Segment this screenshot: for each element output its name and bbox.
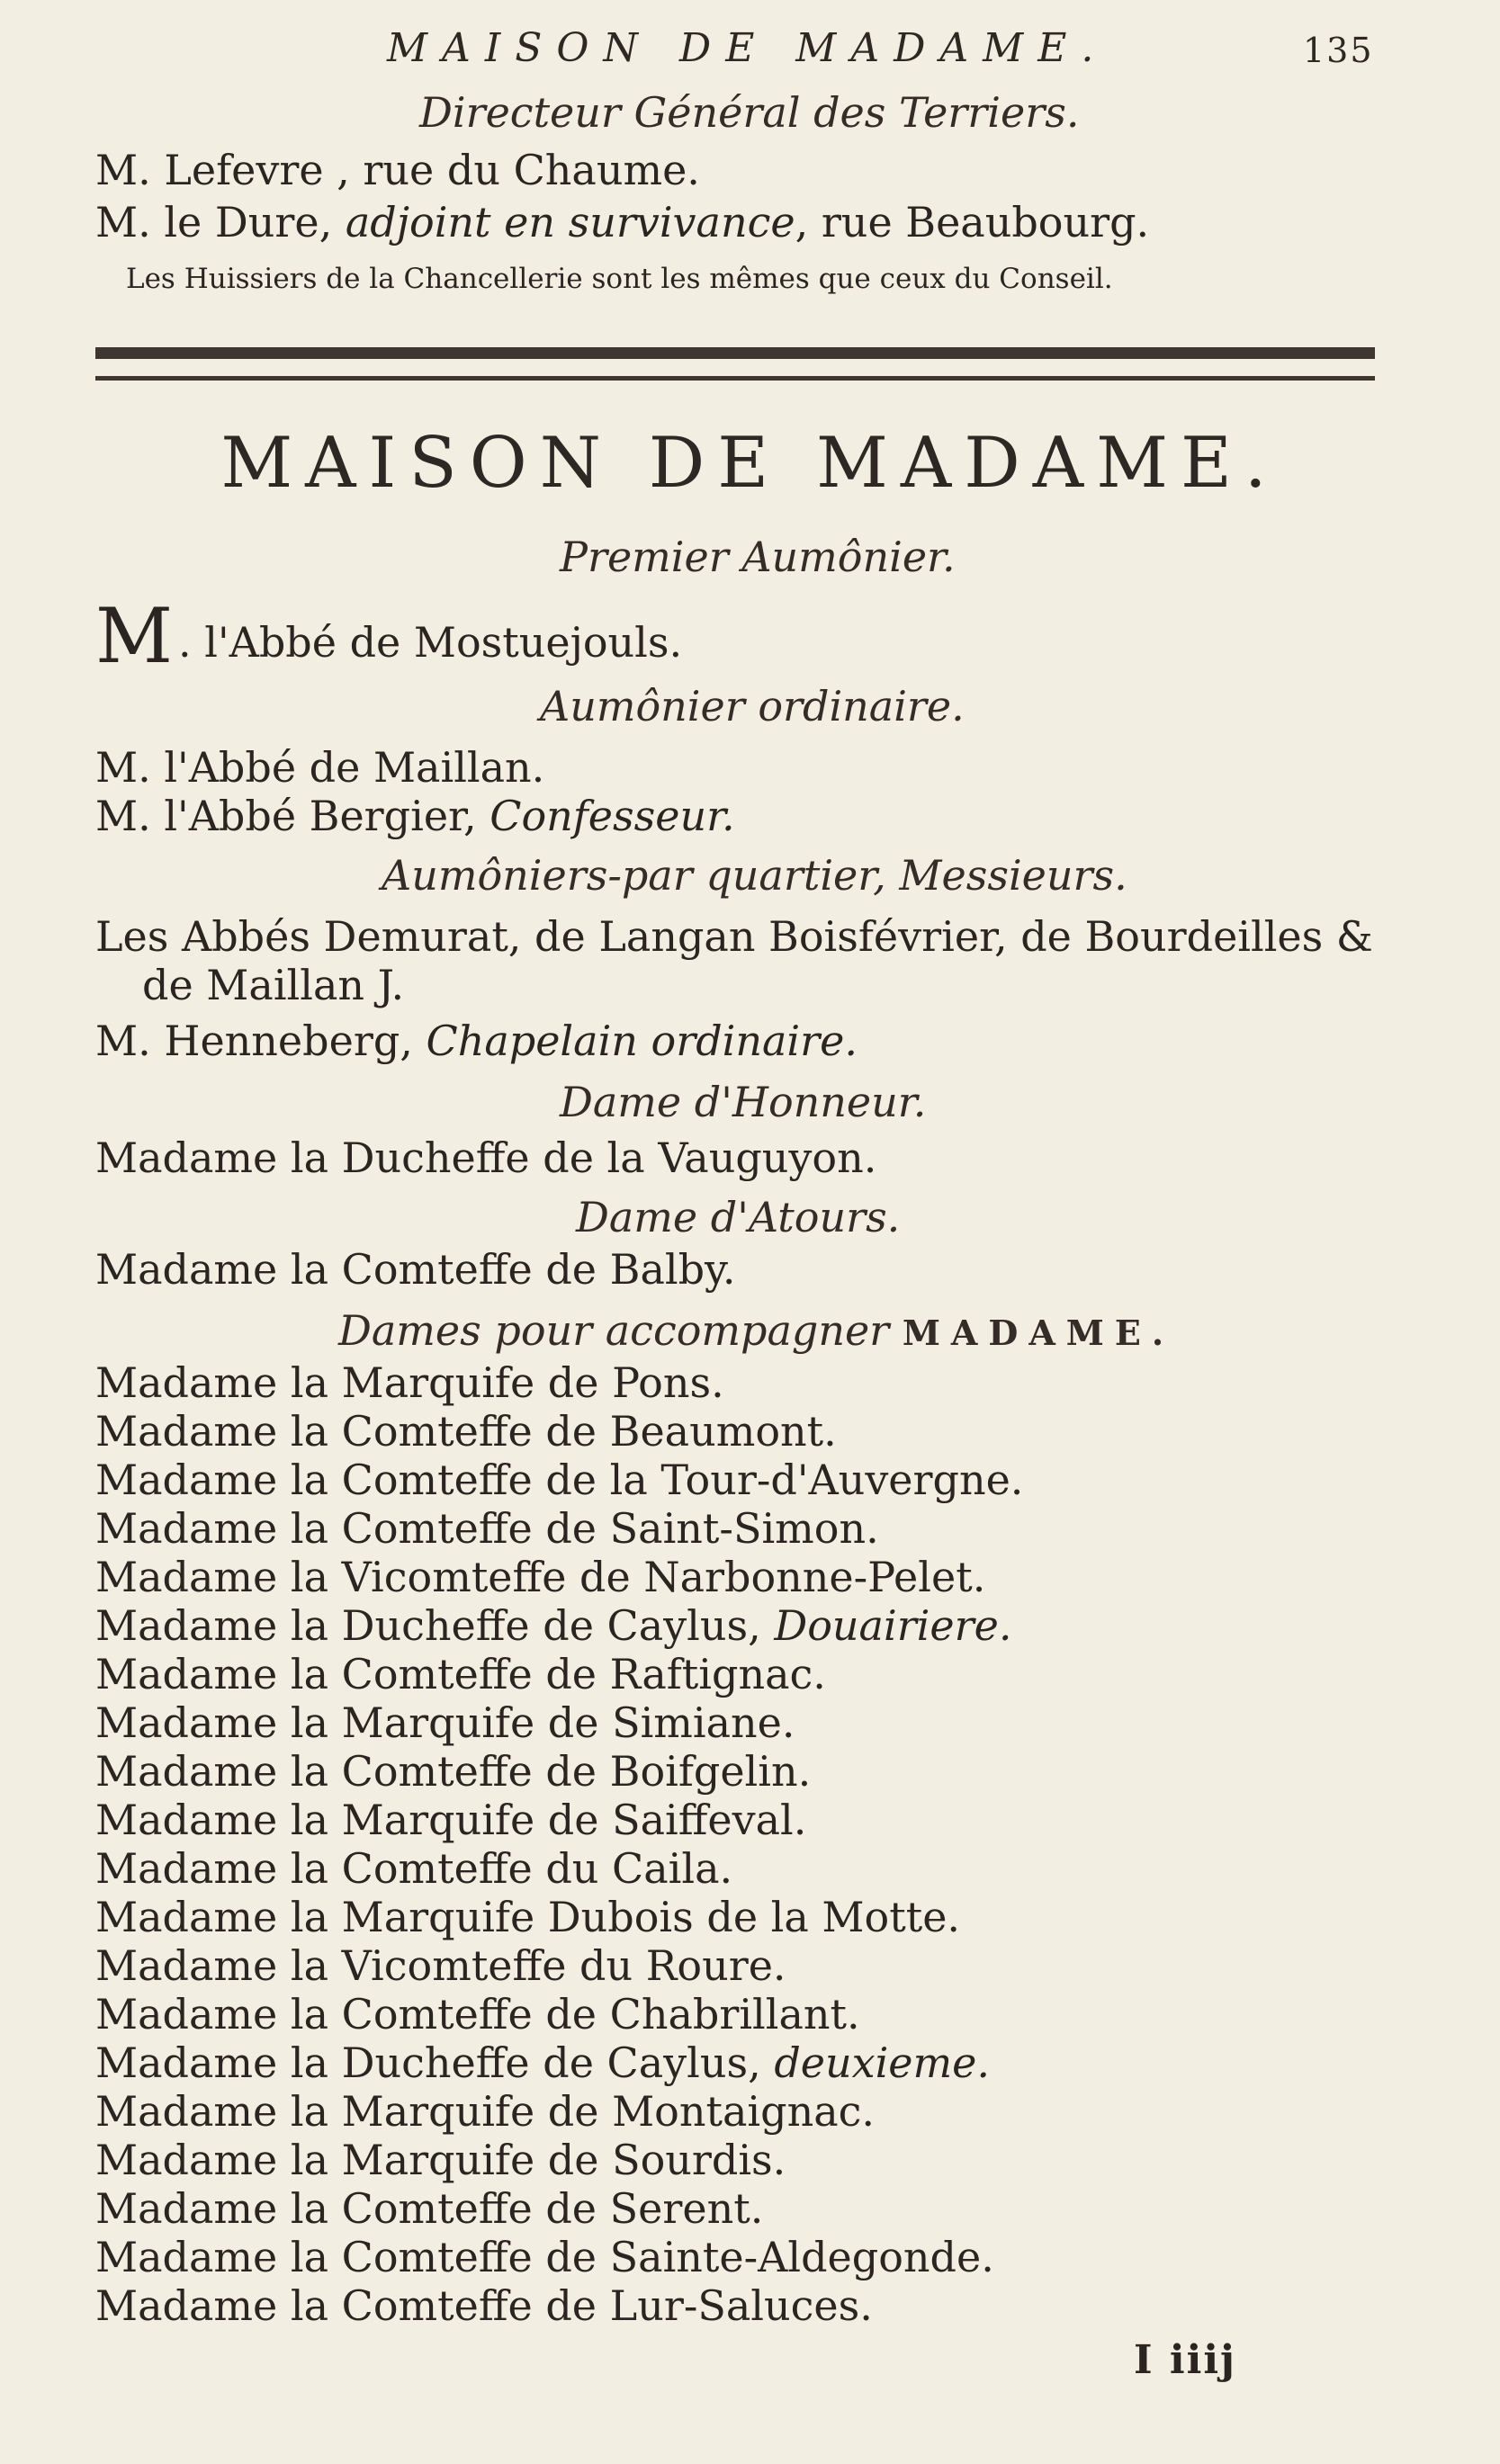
dame-entry: Madame la Marquife de Saiffeval. — [95, 1796, 807, 1844]
preamble-line-2: M. le Dure, adjoint en survivance, rue Beaubourg. — [95, 198, 1150, 246]
preamble-heading: Directeur Général des Terriers. — [419, 88, 1080, 137]
dame-entry: Madame la Marquife de Sourdis. — [95, 2136, 786, 2184]
dame-entry: Madame la Comteffe du Caila. — [95, 1844, 733, 1893]
dame-entry: Madame la Marquife de Montaignac. — [95, 2087, 876, 2136]
premier-aumonier-entry: M . l'Abbé de Mostuejouls. — [95, 592, 683, 680]
dame-entry: Madame la Vicomteffe du Roure. — [95, 1941, 786, 1990]
section-dame-honneur: Dame d'Honneur. — [560, 1078, 927, 1126]
dame-entry: Madame la Comteffe de Boifgelin. — [95, 1747, 812, 1796]
running-title: MAISON DE MADAME. — [387, 25, 1109, 71]
dame-entry: Madame la Ducheffe de Caylus, deuxieme. — [95, 2038, 990, 2087]
ornamental-rule-thin — [95, 376, 1375, 381]
dame-honneur-entry: Madame la Ducheffe de la Vauguyon. — [95, 1133, 877, 1182]
dame-entry: Madame la Comteffe de la Tour-d'Auvergne. — [95, 1456, 1024, 1504]
section-premier-aumonier: Premier Aumônier. — [560, 533, 956, 581]
section-dame-atours: Dame d'Atours. — [576, 1193, 901, 1241]
dame-entry: Madame la Marquife de Pons. — [95, 1358, 724, 1407]
dame-entry: Madame la Comteffe de Sainte-Aldegonde. — [95, 2233, 994, 2281]
running-head — [0, 25, 1500, 79]
dame-entry: Madame la Marquife Dubois de la Motte. — [95, 1893, 961, 1941]
drop-cap: M — [95, 592, 174, 680]
aumonier-ordinaire-entry-1: M. l'Abbé de Maillan. — [95, 743, 545, 792]
section-dames-accompagner: Dames pour accompagner MADAME. — [338, 1306, 1175, 1355]
dame-entry: Madame la Comteffe de Lur-Saluces. — [95, 2281, 873, 2330]
section-aumonier-ordinaire: Aumônier ordinaire. — [540, 682, 965, 730]
main-title: MAISON DE MADAME. — [220, 423, 1280, 504]
dame-entry: Madame la Marquife de Simiane. — [95, 1698, 795, 1747]
dame-entry: Madame la Ducheffe de Caylus, Douairiere. — [95, 1601, 1012, 1650]
aumoniers-quartier-entry-line-2: de Maillan J. — [142, 961, 405, 1009]
dame-entry: Madame la Comteffe de Raftignac. — [95, 1650, 826, 1698]
dame-entry: Madame la Comteffe de Saint-Simon. — [95, 1504, 879, 1553]
dame-entry: Madame la Comteffe de Serent. — [95, 2184, 764, 2233]
page-number: 135 — [1303, 31, 1374, 70]
dame-atours-entry: Madame la Comteffe de Balby. — [95, 1245, 736, 1294]
dame-entry: Madame la Vicomteffe de Narbonne-Pelet. — [95, 1553, 986, 1601]
chapelain-entry: M. Henneberg, Chapelain ordinaire. — [95, 1017, 858, 1065]
ornamental-rule-thick — [95, 347, 1375, 359]
signature-mark: I iiij — [1134, 2337, 1236, 2383]
dame-entry: Madame la Comteffe de Chabrillant. — [95, 1990, 860, 2038]
aumoniers-quartier-entry-line-1: Les Abbés Demurat, de Langan Boisfévrier, de Bourdeilles & — [95, 912, 1373, 961]
preamble-note: Les Huissiers de la Chancellerie sont les mêmes que ceux du Conseil. — [126, 263, 1113, 295]
dame-entry: Madame la Comteffe de Beaumont. — [95, 1407, 837, 1456]
preamble-line-1: M. Lefevre , rue du Chaume. — [95, 146, 700, 194]
section-aumoniers-quartier: Aumôniers-par quartier, Messieurs. — [382, 851, 1127, 900]
aumonier-ordinaire-entry-2: M. l'Abbé Bergier, Confesseur. — [95, 792, 735, 840]
